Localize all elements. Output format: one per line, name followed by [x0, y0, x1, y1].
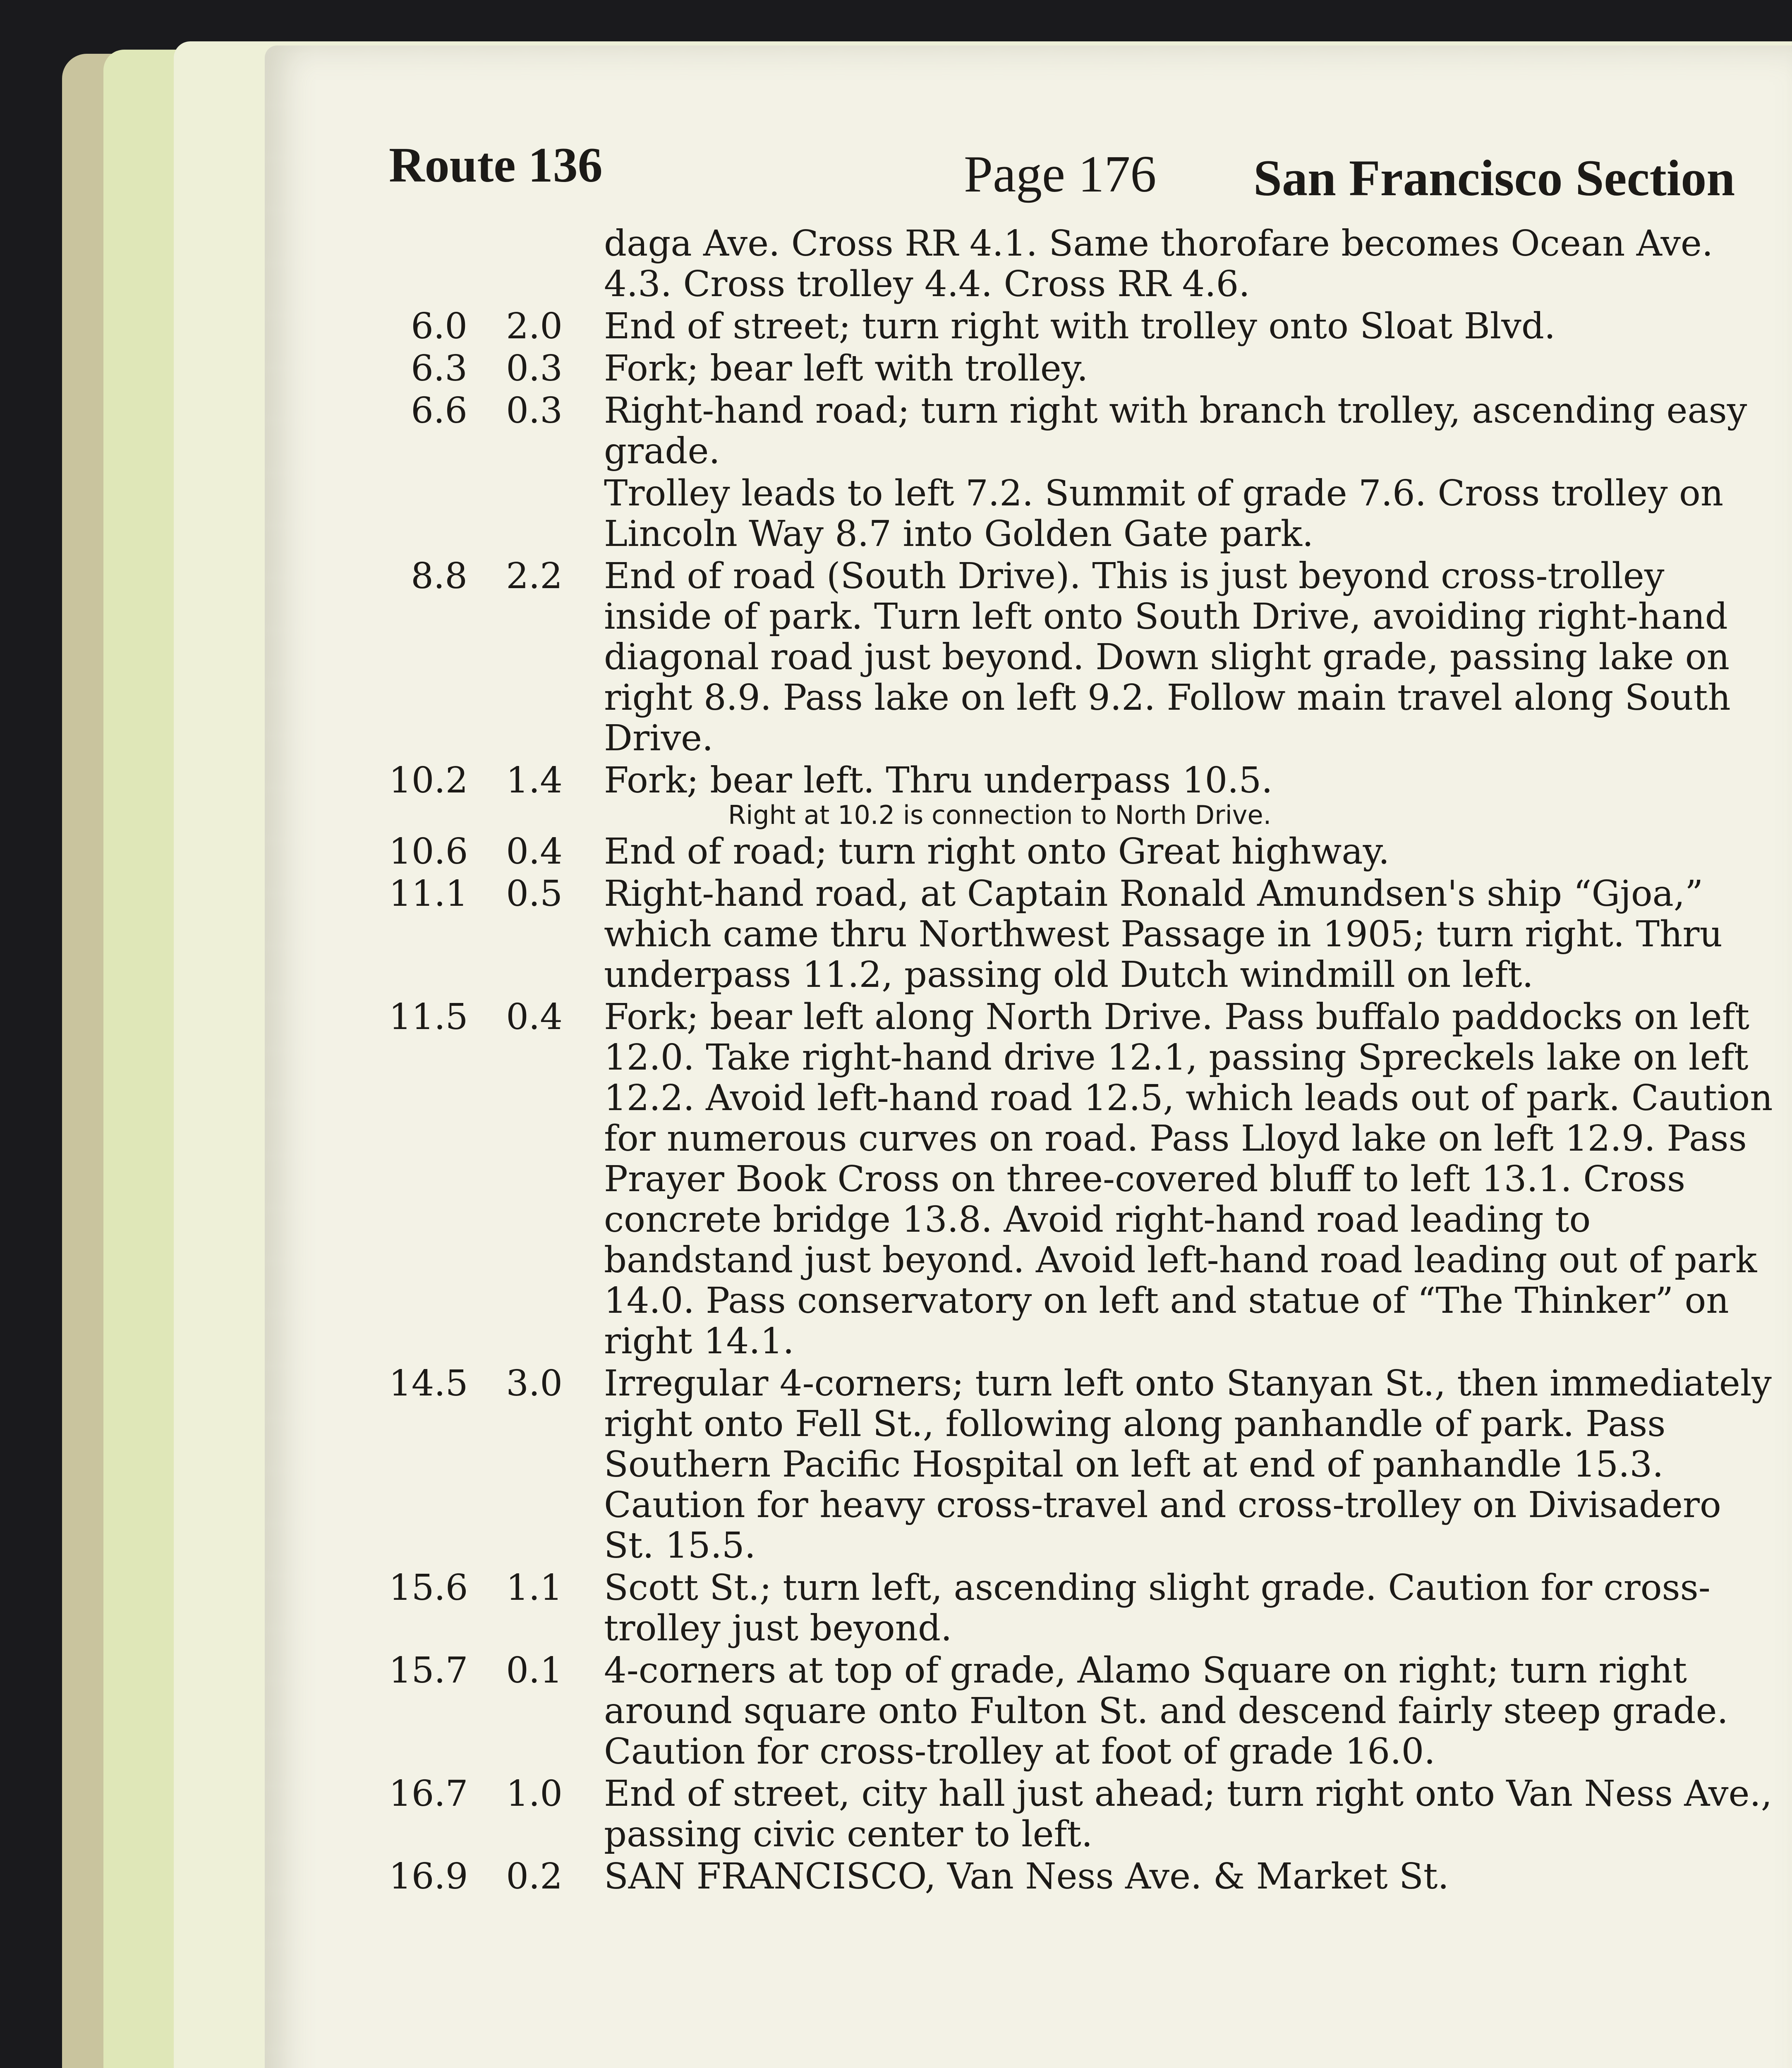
direction-text: Trolley leads to left 7.2. Summit of grade 7.6. Cross trolley on Lincoln Way 8.7 into Golden Gate park. [604, 473, 1724, 555]
distance-between: 1.0 [506, 1773, 563, 1814]
direction-text: Fork; bear left along North Drive. Pass buffalo paddocks on left 12.0. Take right-hand drive 12.1, passing Spreckels lake on left 12.2. Avoid left-hand road 12.5, which leads out of park. Caution for numerous curves on road. Pass Lloyd lake on left 12.9. Pass Prayer Book Cross on three-covered bluff to left 13.1. Cross concrete bridge 13.8. Avoid right-hand road leading to bandstand just beyond. Avoid left-hand road leading out of park 14.0. Pass conservatory on left and statue of “The Thinker” on right 14.1. [604, 996, 1773, 1362]
route-entry [389, 1568, 1775, 1649]
page-number: Page 176 [964, 146, 1157, 203]
route-label: Route 136 [389, 137, 603, 192]
route-entry [389, 1363, 1775, 1566]
distance-between: 0.4 [506, 996, 563, 1038]
direction-text: Scott St.; turn left, ascending slight grade. Caution for cross-trolley just beyond. [604, 1567, 1711, 1649]
direction-text: Right-hand road; turn right with branch trolley, ascending easy grade. [604, 390, 1747, 472]
distance-between: 1.4 [506, 760, 563, 801]
route-entry [389, 1650, 1775, 1772]
route-entry [389, 760, 1775, 830]
direction-text: End of street; turn right with trolley onto Sloat Blvd. [604, 306, 1556, 347]
direction-text: Fork; bear left with trolley. [604, 348, 1088, 389]
distance-between: 2.0 [506, 306, 563, 347]
route-entry [389, 473, 1775, 554]
direction-text: daga Ave. Cross RR 4.1. Same thorofare becomes Ocean Ave. 4.3. Cross trolley 4.4. Cross RR 4.6. [604, 223, 1713, 305]
route-entry [389, 1774, 1775, 1855]
direction-text: End of street, city hall just ahead; turn right onto Van Ness Ave., passing civic center to left. [604, 1773, 1773, 1855]
direction-text: Irregular 4-corners; turn left onto Stanyan St., then immediately right onto Fell St., following along panhandle of park. Pass Southern Pacific Hospital on left at end of panhandle 15.3. Caution for heavy cross-travel and cross-trolley on Divisadero St. 15.5. [604, 1363, 1772, 1566]
route-entry [389, 348, 1775, 389]
direction-text: End of road (South Drive). This is just beyond cross-trolley inside of park. Turn left onto South Drive, avoiding right-hand diagonal road just beyond. Down slight grade, passing lake on right 8.9. Pass lake on left 9.2. Follow main travel along South Drive. [604, 555, 1731, 759]
total-mileage: 6.0 [411, 306, 467, 347]
total-mileage: 11.5 [389, 996, 468, 1038]
route-entry [389, 223, 1775, 304]
direction-text: SAN FRANCISCO, Van Ness Ave. & Market St. [604, 1856, 1449, 1897]
total-mileage: 6.6 [411, 390, 467, 431]
distance-between: 0.2 [506, 1856, 563, 1897]
direction-text: 4-corners at top of grade, Alamo Square on right; turn right around square onto Fulton St. and descend fairly steep grade. Caution for cross-trolley at foot of grade 16.0. [604, 1650, 1728, 1772]
route-entries [389, 223, 1775, 1898]
distance-between: 3.0 [506, 1363, 563, 1404]
distance-between: 1.1 [506, 1567, 563, 1608]
total-mileage: 10.6 [389, 831, 468, 872]
total-mileage: 16.7 [389, 1773, 468, 1814]
direction-text: Right-hand road, at Captain Ronald Amundsen's ship “Gjoa,” which came thru Northwest Passage in 1905; turn right. Thru underpass 11.2, passing old Dutch windmill on left. [604, 873, 1723, 996]
route-entry [389, 390, 1775, 472]
total-mileage: 11.1 [389, 873, 468, 914]
section-title: San Francisco Section [1253, 150, 1735, 206]
total-mileage: 15.6 [389, 1567, 468, 1608]
total-mileage: 16.9 [389, 1856, 468, 1897]
direction-note: Right at 10.2 is connection to North Drive. [728, 800, 1272, 830]
distance-between: 0.3 [506, 348, 563, 389]
direction-text: Fork; bear left. Thru underpass 10.5. [604, 760, 1273, 801]
distance-between: 0.3 [506, 390, 563, 431]
book-page [265, 45, 1792, 2068]
route-entry [389, 556, 1775, 759]
total-mileage: 15.7 [389, 1650, 468, 1691]
total-mileage: 10.2 [389, 760, 468, 801]
route-entry [389, 997, 1775, 1362]
distance-between: 2.2 [506, 555, 563, 597]
route-entry [389, 306, 1775, 347]
route-entry [389, 1856, 1775, 1897]
route-entry [389, 831, 1775, 872]
distance-between: 0.4 [506, 831, 563, 872]
direction-text: End of road; turn right onto Great highway. [604, 831, 1390, 872]
route-entry [389, 874, 1775, 995]
page-header [389, 136, 1775, 227]
distance-between: 0.1 [506, 1650, 563, 1691]
total-mileage: 14.5 [389, 1363, 468, 1404]
total-mileage: 8.8 [411, 555, 467, 597]
distance-between: 0.5 [506, 873, 563, 914]
total-mileage: 6.3 [411, 348, 467, 389]
